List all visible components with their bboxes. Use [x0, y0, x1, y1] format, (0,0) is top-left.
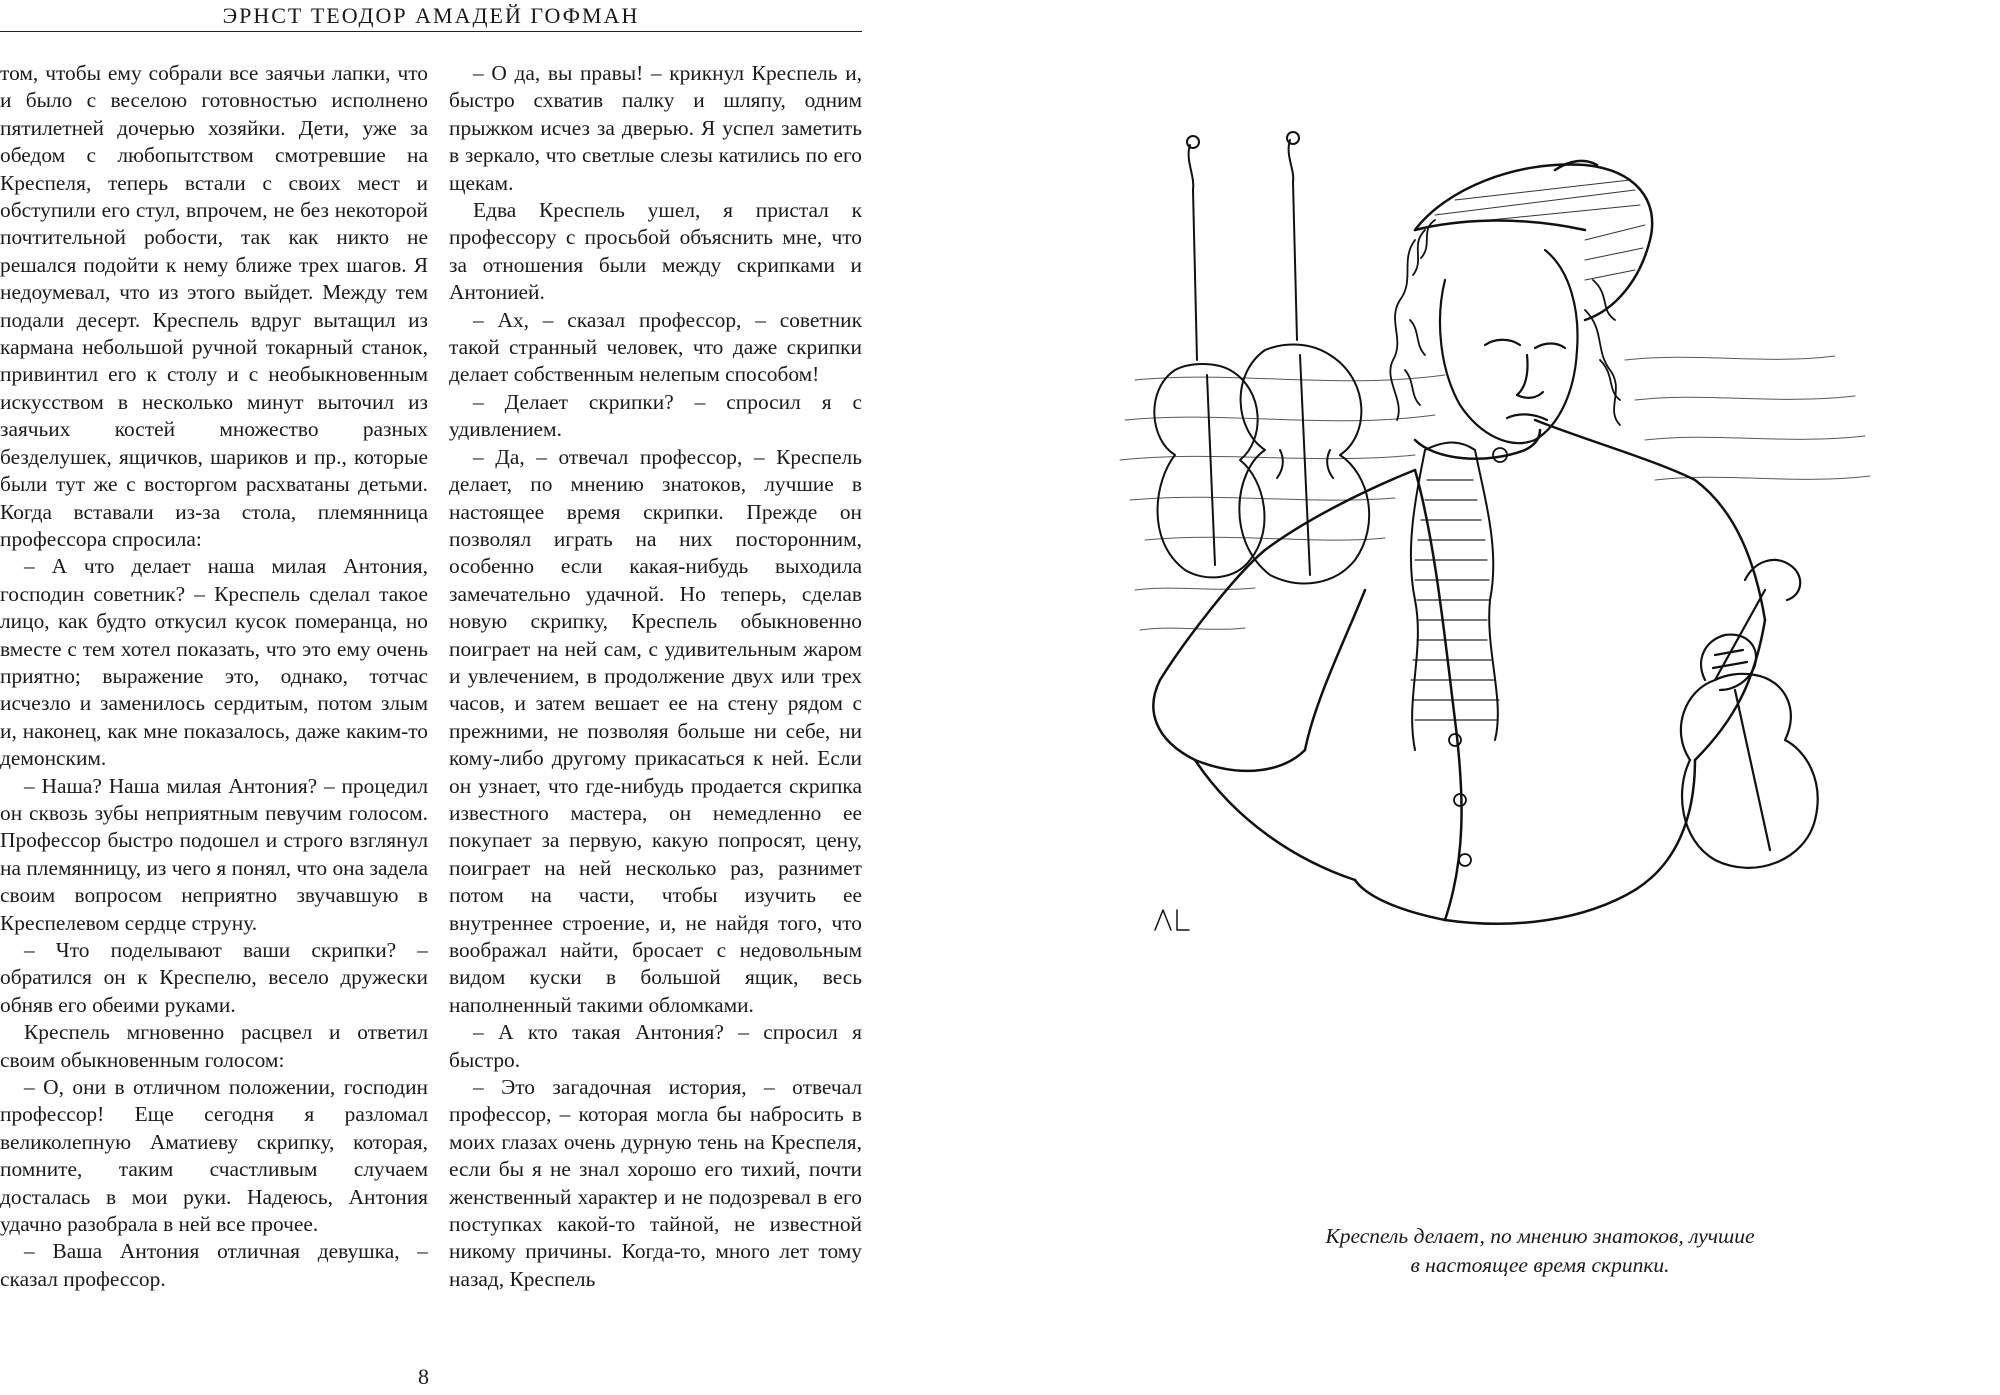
page-number: 8	[418, 1364, 429, 1389]
paragraph: – Это загадочная история, – отвечал профессор, – которая могла бы набросить в моих глазах очень дурную тень на Креспеля, если бы я не знал хорошо его тихий, почти женственный характер и не подозревал в его поступках какой-то тайной, не известной никому причины. Когда-то, много лет тому назад, Креспель	[449, 1075, 862, 1291]
text-column-left	[0, 60, 428, 1293]
violin-in-hand	[1681, 560, 1818, 868]
text-column-middle	[449, 60, 862, 1293]
figure-hair	[1390, 220, 1620, 425]
paragraph: том, чтобы ему собрали все заячьи лапки, что и было с веселою готовностью исполнено пятилетней дочерью хозяйки. Дети, уже за обедом с любопытством смотревшие на Креспеля, теперь встали с своих мест и обступили его стул, впрочем, не без некоторой почтительной робости, так как никто не решался подойти к нему ближе трех шагов. Я недоумевал, что из этого выйдет. Между тем подали десерт. Креспель вдруг вытащил из кармана небольшой ручной токарный станок, привинтил его к столу и с необыкновенным искусством в несколько минут выточил из заячьих костей множество разных безделушек, ящичков, шариков и пр., которые были тут же с восторгом расхватаны детьми. Когда вставали из-за стола, племянница профессора спросила:	[0, 61, 428, 551]
coat-buttons	[1449, 448, 1507, 866]
violin-hanging-left	[1154, 136, 1264, 577]
illustration-caption	[1250, 1222, 1830, 1280]
paragraph: – Делает скрипки? – спросил я с удивлением.	[449, 389, 862, 442]
paragraph: – Да, – отвечал профессор, – Креспель делает, по мнению знатоков, лучшие в настоящее время скрипки. Прежде он позволял играть на них посторонним, особенно если какая-нибудь выходила замечательно удачной. Но теперь, сделав новую скрипку, Креспель обыкновенно поиграет на ней сам, с удивительным жаром и увлечением, в продолжение двух или трех часов, и затем вешает ее на стену рядом с прежними, не позволяя больше ни себе, ни кому-либо другому прикасаться к ней. Если он узнает, что где-нибудь продается скрипка известного мастера, он немедленно ее покупает за первую, какую попросят, цену, поиграет на ней несколько раз, разнимет потом на части, чтобы изучить ее внутреннее строение, и, не найдя того, что воображал найти, бросает с недовольным видом куски в большой ящик, весь наполненный такими обломками.	[449, 444, 862, 1017]
paragraph: – А кто такая Антония? – спросил я быстро.	[449, 1020, 862, 1072]
running-head: ЭРНСТ ТЕОДОР АМАДЕЙ ГОФМАН	[222, 3, 640, 28]
figure-scarf	[1411, 443, 1498, 751]
paragraph: – Ах, – сказал профессор, – советник такой странный человек, что даже скрипки делает собственным нелепым способом!	[449, 307, 862, 387]
paragraph: – Ваша Антония отличная девушка, – сказал профессор.	[0, 1239, 428, 1291]
figure-collar	[1415, 430, 1540, 459]
header-rule	[0, 31, 862, 32]
paragraph: – Что поделывают ваши скрипки? – обратился он к Креспелю, весело дружески обняв его обеими руками.	[0, 938, 428, 1017]
violin-hanging-center	[1239, 132, 1369, 583]
cap-hatching	[1435, 180, 1645, 280]
paragraph: – Наша? Наша милая Антония? – процедил он сквозь зубы неприятным певучим голосом. Профессор быстро подошел и строго взглянул на племянницу, из чего я понял, что она задела своим вопросом неприятно звучавшую в Креспелевом сердце струну.	[0, 773, 428, 935]
figure-head	[1440, 250, 1578, 443]
paragraph: – О да, вы правы! – крикнул Креспель и, быстро схватив палку и шляпу, одним прыжком исчез за дверью. Я успел заметить в зеркало, что светлые слезы катились по его щекам.	[449, 61, 862, 195]
figure-coat	[1153, 420, 1765, 924]
caption-line-2: в настоящее время скрипки.	[1410, 1253, 1670, 1277]
paragraph: Едва Креспель ушел, я пристал к профессору с просьбой объяснить мне, что за отношения были между скрипками и Антонией.	[449, 198, 862, 305]
paragraph: – О, они в отличном положении, господин профессор! Еще сегодня я разломал великолепную Аматиеву скрипку, которая, помните, таким счастливым случаем досталась в мои руки. Надеюсь, Антония удачно разобрала в ней все прочее.	[0, 1075, 428, 1237]
scarf-hatching	[1411, 480, 1499, 720]
paragraph: Креспель мгновенно расцвел и ответил своим обыкновенным голосом:	[0, 1020, 428, 1072]
artist-monogram	[1155, 910, 1189, 930]
illustration	[1115, 120, 1885, 1120]
caption-line-1: Креспель делает, по мнению знатоков, лучшие	[1325, 1224, 1755, 1248]
figure-cap	[1415, 161, 1652, 320]
engraving-image	[1115, 120, 1885, 1120]
paragraph: – А что делает наша милая Антония, господин советник? – Креспель сделал такое лицо, как будто откусил кусок померанца, но вместе с тем хотел показать, что это ему очень приятно; выражение это, однако, тотчас исчезло и заменилось сердитым, потом злым и, наконец, как мне показалось, даже каким-то демонским.	[0, 554, 428, 771]
